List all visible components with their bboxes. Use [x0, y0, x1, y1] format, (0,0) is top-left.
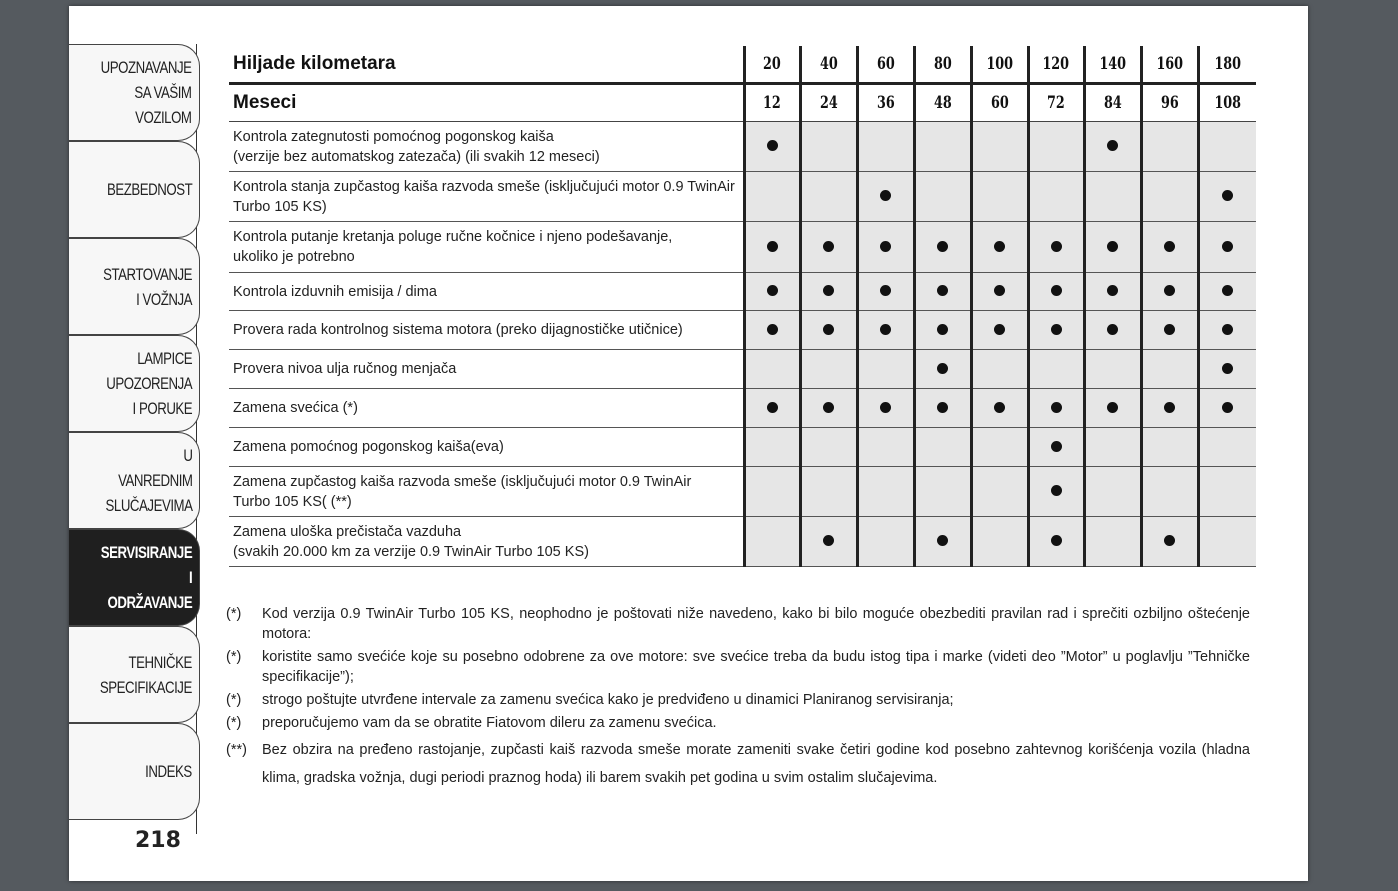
interval-cell — [857, 222, 914, 273]
interval-cell — [857, 311, 914, 350]
interval-cell — [1084, 350, 1141, 389]
check-dot-icon — [1051, 285, 1062, 296]
check-dot-icon — [1051, 241, 1062, 252]
footnote-text: Kod verzija 0.9 TwinAir Turbo 105 KS, neophodno je poštovati niže navedeno, kako bi bilo moguće obezbediti pravilan rad i sprečiti ozbiljno oštećenje motora: — [262, 606, 1250, 642]
check-dot-icon — [937, 285, 948, 296]
interval-cell — [971, 389, 1028, 428]
interval-cell — [1028, 389, 1084, 428]
km-header-value — [1198, 46, 1256, 84]
interval-cell — [1084, 311, 1141, 350]
months-header-value — [971, 84, 1028, 122]
footnote — [226, 604, 1250, 644]
check-dot-icon — [880, 241, 891, 252]
interval-cell — [857, 517, 914, 567]
km-header-value-text: 120 — [1042, 54, 1070, 74]
check-dot-icon — [880, 402, 891, 413]
interval-cell — [1198, 517, 1256, 567]
interval-cell — [914, 389, 971, 428]
check-dot-icon — [1107, 140, 1118, 151]
interval-cell — [857, 389, 914, 428]
footnote-text: koristite samo svećiće koje su posebno odobrene za ove motore: sve svećice treba da budu istog tipa i marke (videti deo ”Motor” u poglavlju ”Tehničke specifikacije”); — [262, 649, 1250, 685]
footnote-text: Bez obzira na pređeno rastojanje, zupčasti kaiš razvoda smeše morate zameniti svake četiri godine kod posebno zahtevnog korišćenja vozila (hladna klima, gradska vožnja, dugi periodi praznog hoda) ili barem svakih pet godina u svim ostalim slučajevima. — [262, 742, 1250, 786]
check-dot-icon — [1051, 441, 1062, 452]
interval-cell — [800, 350, 857, 389]
interval-cell — [1141, 428, 1198, 467]
chapter-tab-label: SERVISIRANJE I ODRŽAVANJE — [100, 543, 192, 612]
check-dot-icon — [880, 190, 891, 201]
check-dot-icon — [994, 324, 1005, 335]
months-header-value — [1141, 84, 1198, 122]
footnote-text: strogo poštujte utvrđene intervale za zamenu svećica kako je predviđeno u dinamici Planiranog servisiranja; — [262, 692, 954, 708]
check-dot-icon — [1107, 241, 1118, 252]
chapter-tab-4[interactable] — [69, 432, 200, 529]
km-header-value — [800, 46, 857, 84]
chapter-tab-6[interactable] — [69, 626, 200, 723]
chapter-tab-3[interactable] — [69, 335, 200, 432]
maintenance-item-label: Kontrola putanje kretanja poluge ručne kočnice i njeno podešavanje, ukoliko je potrebno — [229, 222, 744, 273]
check-dot-icon — [1222, 363, 1233, 374]
interval-cell — [1028, 517, 1084, 567]
check-dot-icon — [1222, 324, 1233, 335]
check-dot-icon — [823, 402, 834, 413]
interval-cell — [914, 222, 971, 273]
interval-cell — [857, 273, 914, 311]
interval-cell — [914, 122, 971, 172]
months-header-value — [857, 84, 914, 122]
months-header-value-text: 36 — [876, 93, 895, 113]
interval-cell — [800, 222, 857, 273]
months-header-value — [1084, 84, 1141, 122]
interval-cell — [1198, 467, 1256, 517]
km-header-value-text: 160 — [1156, 54, 1183, 74]
interval-cell — [1028, 428, 1084, 467]
interval-cell — [914, 350, 971, 389]
check-dot-icon — [823, 241, 834, 252]
interval-cell — [800, 172, 857, 222]
months-header-value — [800, 84, 857, 122]
check-dot-icon — [823, 324, 834, 335]
check-dot-icon — [1051, 535, 1062, 546]
months-header-value-text: 60 — [990, 93, 1009, 113]
check-dot-icon — [1107, 324, 1118, 335]
check-dot-icon — [1164, 324, 1175, 335]
maintenance-item-label: Provera rada kontrolnog sistema motora (preko dijagnostičke utičnice) — [229, 311, 744, 350]
check-dot-icon — [937, 535, 948, 546]
footnote-text: preporučujemo vam da se obratite Fiatovom dileru za zamenu svećica. — [262, 715, 717, 731]
interval-cell — [1141, 122, 1198, 172]
interval-cell — [971, 428, 1028, 467]
interval-cell — [1141, 273, 1198, 311]
chapter-tab-label: LAMPICE UPOZORENJA I PORUKE — [106, 349, 192, 418]
check-dot-icon — [767, 140, 778, 151]
interval-cell — [800, 122, 857, 172]
interval-cell — [800, 467, 857, 517]
chapter-tab-0[interactable] — [69, 44, 200, 141]
check-dot-icon — [1164, 285, 1175, 296]
interval-cell — [800, 311, 857, 350]
km-header-value — [971, 46, 1028, 84]
chapter-tab-label: TEHNIČKE SPECIFIKACIJE — [100, 652, 192, 697]
interval-cell — [1084, 428, 1141, 467]
manual-page — [69, 6, 1308, 881]
check-dot-icon — [1051, 402, 1062, 413]
footnote — [226, 713, 1250, 733]
check-dot-icon — [1222, 402, 1233, 413]
interval-cell — [914, 517, 971, 567]
km-header-value — [857, 46, 914, 84]
check-dot-icon — [880, 285, 891, 296]
interval-cell — [857, 172, 914, 222]
table-row — [229, 311, 1256, 350]
check-dot-icon — [937, 363, 948, 374]
km-header-value-text: 180 — [1214, 54, 1242, 74]
months-header-value-text: 24 — [819, 93, 838, 113]
interval-cell — [1084, 222, 1141, 273]
interval-cell — [1028, 273, 1084, 311]
interval-cell — [744, 273, 800, 311]
check-dot-icon — [1051, 485, 1062, 496]
months-header-value-text: 72 — [1047, 93, 1065, 113]
maintenance-item-label: Zamena zupčastog kaiša razvoda smeše (isključujući motor 0.9 TwinAir Turbo 105 KS( (**) — [229, 467, 744, 517]
check-dot-icon — [1107, 402, 1118, 413]
interval-cell — [971, 517, 1028, 567]
km-header-value — [744, 46, 800, 84]
months-header-value-text: 12 — [763, 93, 781, 113]
interval-cell — [971, 222, 1028, 273]
interval-cell — [744, 172, 800, 222]
interval-cell — [1198, 350, 1256, 389]
footnote — [226, 736, 1250, 792]
interval-cell — [857, 350, 914, 389]
interval-cell — [1198, 273, 1256, 311]
interval-cell — [800, 389, 857, 428]
maintenance-item-label: Kontrola izduvnih emisija / dima — [229, 273, 744, 311]
interval-cell — [1141, 311, 1198, 350]
footnote-mark: (*) — [226, 692, 242, 708]
interval-cell — [914, 467, 971, 517]
check-dot-icon — [994, 402, 1005, 413]
months-header-value — [744, 84, 800, 122]
interval-cell — [1141, 389, 1198, 428]
table-row — [229, 428, 1256, 467]
km-header-label: Hiljade kilometara — [229, 46, 744, 84]
footnote-mark: (*) — [226, 649, 242, 665]
interval-cell — [1028, 222, 1084, 273]
interval-cell — [1028, 172, 1084, 222]
check-dot-icon — [994, 241, 1005, 252]
months-header-value — [1198, 84, 1256, 122]
interval-cell — [1084, 273, 1141, 311]
chapter-tab-label: U VANREDNIM SLUČAJEVIMA — [105, 446, 192, 515]
interval-cell — [1141, 517, 1198, 567]
interval-cell — [914, 273, 971, 311]
interval-cell — [800, 428, 857, 467]
check-dot-icon — [823, 285, 834, 296]
months-header-value-text: 96 — [1160, 93, 1179, 113]
check-dot-icon — [1222, 241, 1233, 252]
check-dot-icon — [767, 402, 778, 413]
interval-cell — [1028, 122, 1084, 172]
interval-cell — [914, 311, 971, 350]
interval-cell — [1141, 467, 1198, 517]
table-row — [229, 389, 1256, 428]
maintenance-item-label: Kontrola stanja zupčastog kaiša razvoda smeše (isključujući motor 0.9 TwinAir Turbo 105 KS) — [229, 172, 744, 222]
check-dot-icon — [880, 324, 891, 335]
interval-cell — [914, 428, 971, 467]
check-dot-icon — [937, 402, 948, 413]
chapter-tab-5[interactable] — [69, 529, 200, 626]
interval-cell — [744, 122, 800, 172]
interval-cell — [744, 467, 800, 517]
chapter-tab-label: UPOZNAVANJE SA VAŠIM VOZILOM — [101, 58, 192, 127]
maintenance-schedule-table — [229, 46, 1256, 567]
interval-cell — [1141, 172, 1198, 222]
interval-cell — [744, 222, 800, 273]
interval-cell — [857, 467, 914, 517]
check-dot-icon — [767, 285, 778, 296]
interval-cell — [971, 273, 1028, 311]
interval-cell — [1084, 389, 1141, 428]
interval-cell — [1028, 311, 1084, 350]
footnote-mark: (*) — [226, 606, 242, 622]
km-header-value — [914, 46, 971, 84]
chapter-tab-label: STARTOVANJE I VOŽNJA — [103, 264, 192, 309]
check-dot-icon — [1222, 190, 1233, 201]
check-dot-icon — [1164, 241, 1175, 252]
footnote — [226, 647, 1250, 687]
months-header-label: Meseci — [229, 84, 744, 122]
chapter-tab-label: BEZBEDNOST — [106, 180, 192, 199]
interval-cell — [1084, 122, 1141, 172]
km-header-value-text: 140 — [1099, 54, 1126, 74]
check-dot-icon — [994, 285, 1005, 296]
check-dot-icon — [767, 241, 778, 252]
chapter-tab-label: INDEKS — [145, 762, 192, 781]
interval-cell — [744, 389, 800, 428]
interval-cell — [1198, 389, 1256, 428]
maintenance-item-label: Zamena pomoćnog pogonskog kaiša(eva) — [229, 428, 744, 467]
interval-cell — [1198, 311, 1256, 350]
km-header-value-text: 60 — [876, 54, 895, 74]
check-dot-icon — [1107, 285, 1118, 296]
interval-cell — [971, 172, 1028, 222]
interval-cell — [800, 273, 857, 311]
table-row — [229, 350, 1256, 389]
page-number: 218 — [135, 828, 181, 853]
check-dot-icon — [937, 324, 948, 335]
interval-cell — [971, 122, 1028, 172]
months-header-value-text: 84 — [1103, 93, 1122, 113]
km-header-value-text: 40 — [819, 54, 838, 74]
maintenance-item-label: Zamena svećica (*) — [229, 389, 744, 428]
interval-cell — [744, 428, 800, 467]
km-header-row — [229, 46, 1256, 84]
interval-cell — [971, 311, 1028, 350]
months-header-row — [229, 84, 1256, 122]
table-row — [229, 222, 1256, 273]
check-dot-icon — [823, 535, 834, 546]
table-row — [229, 517, 1256, 567]
km-header-value-text: 80 — [933, 54, 952, 74]
maintenance-item-label: Zamena uloška prečistača vazduha (svakih 20.000 km za verzije 0.9 TwinAir Turbo 105 KS) — [229, 517, 744, 567]
footnote-mark: (*) — [226, 715, 242, 731]
check-dot-icon — [937, 241, 948, 252]
chapter-tab-7[interactable] — [69, 723, 200, 820]
km-header-value — [1084, 46, 1141, 84]
maintenance-item-label: Kontrola zategnutosti pomoćnog pogonskog kaiša (verzije bez automatskog zatezača) (ili svakih 12 meseci) — [229, 122, 744, 172]
km-header-value-text: 20 — [763, 54, 781, 74]
interval-cell — [800, 517, 857, 567]
interval-cell — [857, 428, 914, 467]
check-dot-icon — [1164, 535, 1175, 546]
months-header-value — [914, 84, 971, 122]
months-header-value — [1028, 84, 1084, 122]
chapter-tab-2[interactable] — [69, 238, 200, 335]
table-row — [229, 172, 1256, 222]
chapter-tabs — [69, 44, 201, 820]
months-header-value-text: 108 — [1214, 93, 1242, 113]
chapter-tab-1[interactable] — [69, 141, 200, 238]
km-header-value-text: 100 — [986, 54, 1013, 74]
check-dot-icon — [1222, 285, 1233, 296]
footnotes — [226, 604, 1250, 795]
table-row — [229, 122, 1256, 172]
table-row — [229, 467, 1256, 517]
check-dot-icon — [1164, 402, 1175, 413]
interval-cell — [1198, 172, 1256, 222]
check-dot-icon — [1051, 324, 1062, 335]
interval-cell — [914, 172, 971, 222]
footnote — [226, 690, 1250, 710]
table-row — [229, 273, 1256, 311]
interval-cell — [1084, 172, 1141, 222]
interval-cell — [1084, 517, 1141, 567]
interval-cell — [1198, 428, 1256, 467]
interval-cell — [1028, 350, 1084, 389]
interval-cell — [1198, 222, 1256, 273]
interval-cell — [1028, 467, 1084, 517]
km-header-value — [1141, 46, 1198, 84]
interval-cell — [744, 350, 800, 389]
maintenance-item-label: Provera nivoa ulja ručnog menjača — [229, 350, 744, 389]
interval-cell — [1141, 350, 1198, 389]
interval-cell — [971, 467, 1028, 517]
interval-cell — [744, 311, 800, 350]
interval-cell — [1084, 467, 1141, 517]
interval-cell — [1141, 222, 1198, 273]
check-dot-icon — [767, 324, 778, 335]
interval-cell — [1198, 122, 1256, 172]
km-header-value — [1028, 46, 1084, 84]
interval-cell — [744, 517, 800, 567]
months-header-value-text: 48 — [933, 93, 952, 113]
footnote-mark: (**) — [226, 742, 247, 758]
interval-cell — [857, 122, 914, 172]
interval-cell — [971, 350, 1028, 389]
